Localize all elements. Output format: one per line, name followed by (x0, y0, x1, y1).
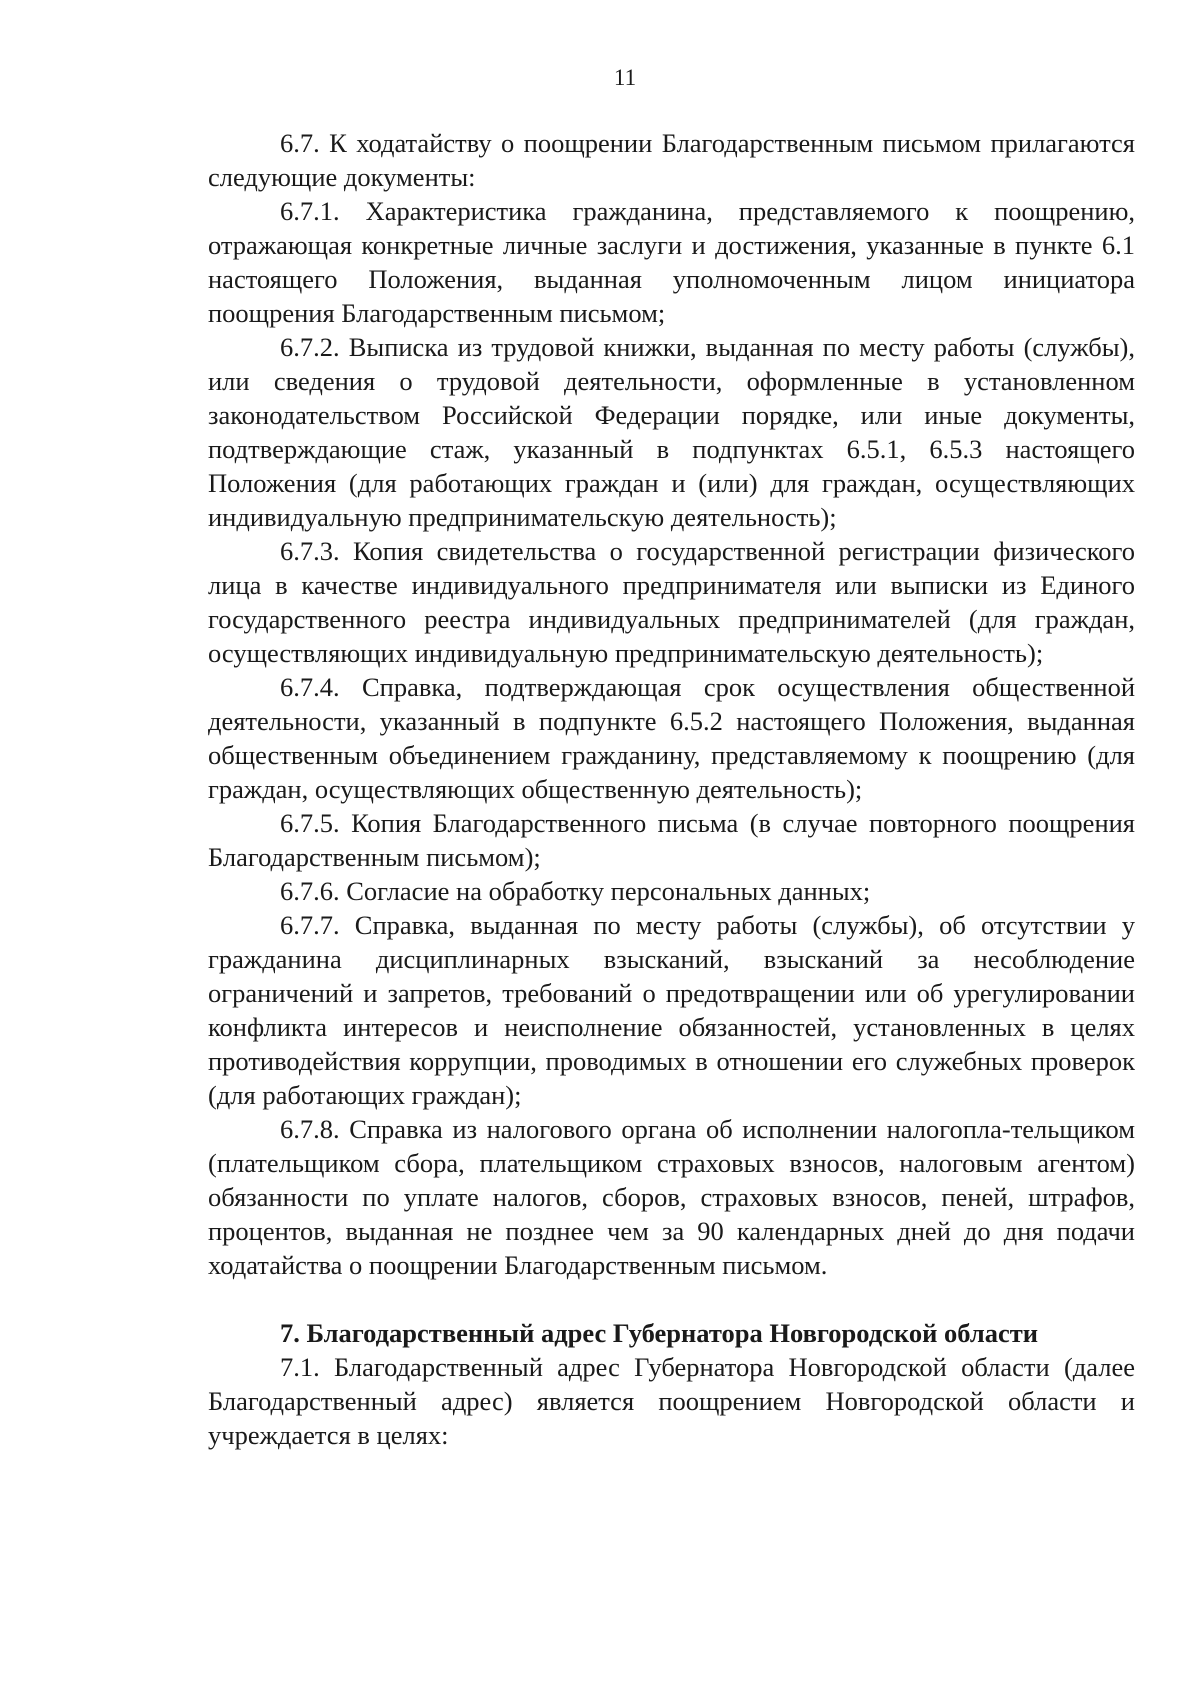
paragraph-6-7: 6.7. К ходатайству о поощрении Благодарственным письмом прилагаются следующие документы: (208, 128, 1135, 192)
paragraph-6-7-6: 6.7.6. Согласие на обработку персональных данных; (280, 876, 871, 906)
paragraph-6-7-7: 6.7.7. Справка, выданная по месту работы (службы), об отсутствии у гражданина дисциплинарных взысканий, взысканий за несоблюдение ограничений и запретов, требований о предотвращении или об урегулировании конфликта интересов и неисполнение обязанностей, установленных в целях противодействия коррупции, проводимых в отношении его служебных проверок (для работающих граждан); (208, 910, 1135, 1110)
section-7-heading: 7. Благодарственный адрес Губернатора Новгородской области (280, 1318, 1038, 1348)
paragraph-6-7-8: 6.7.8. Справка из налогового органа об исполнении налогопла-тельщиком (плательщиком сбора, плательщиком страховых взносов, налоговым агентом) обязанности по уплате налогов, сборов, страховых взносов, пеней, штрафов, процентов, выданная не позднее чем за 90 календарных дней до дня подачи ходатайства о поощрении Благодарственным письмом. (208, 1114, 1135, 1280)
paragraph-6-7-4: 6.7.4. Справка, подтверждающая срок осуществления общественной деятельности, указанный в подпункте 6.5.2 настоящего Положения, выданная общественным объединением гражданину, представляемому к поощрению (для граждан, осуществляющих общественную деятельность); (208, 672, 1135, 804)
paragraph-6-7-5: 6.7.5. Копия Благодарственного письма (в случае повторного поощрения Благодарственным письмом); (208, 808, 1135, 872)
paragraph-6-7-2: 6.7.2. Выписка из трудовой книжки, выданная по месту работы (службы), или сведения о трудовой деятельности, оформленные в установленном законодательством Российской Федерации порядке, или иные документы, подтверждающие стаж, указанный в подпунктах 6.5.1, 6.5.3 настоящего Положения (для работающих граждан и (или) для граждан, осуществляющих индивидуальную предпринимательскую деятельность); (208, 332, 1135, 532)
document-body (208, 126, 1135, 1452)
paragraph-7-1: 7.1. Благодарственный адрес Губернатора Новгородской области (далее Благодарственный адрес) является поощрением Новгородской области и учреждается в целях: (208, 1352, 1135, 1450)
paragraph-6-7-1: 6.7.1. Характеристика гражданина, представляемого к поощрению, отражающая конкретные личные заслуги и достижения, указанные в пункте 6.1 настоящего Положения, выданная уполномоченным лицом инициатора поощрения Благодарственным письмом; (208, 196, 1135, 328)
paragraph-6-7-3: 6.7.3. Копия свидетельства о государственной регистрации физического лица в качестве индивидуального предпринимателя или выписки из Единого государственного реестра индивидуальных предпринимателей (для граждан, осуществляющих индивидуальную предпринимательскую деятельность); (208, 536, 1135, 668)
page-number: 11 (613, 65, 637, 90)
